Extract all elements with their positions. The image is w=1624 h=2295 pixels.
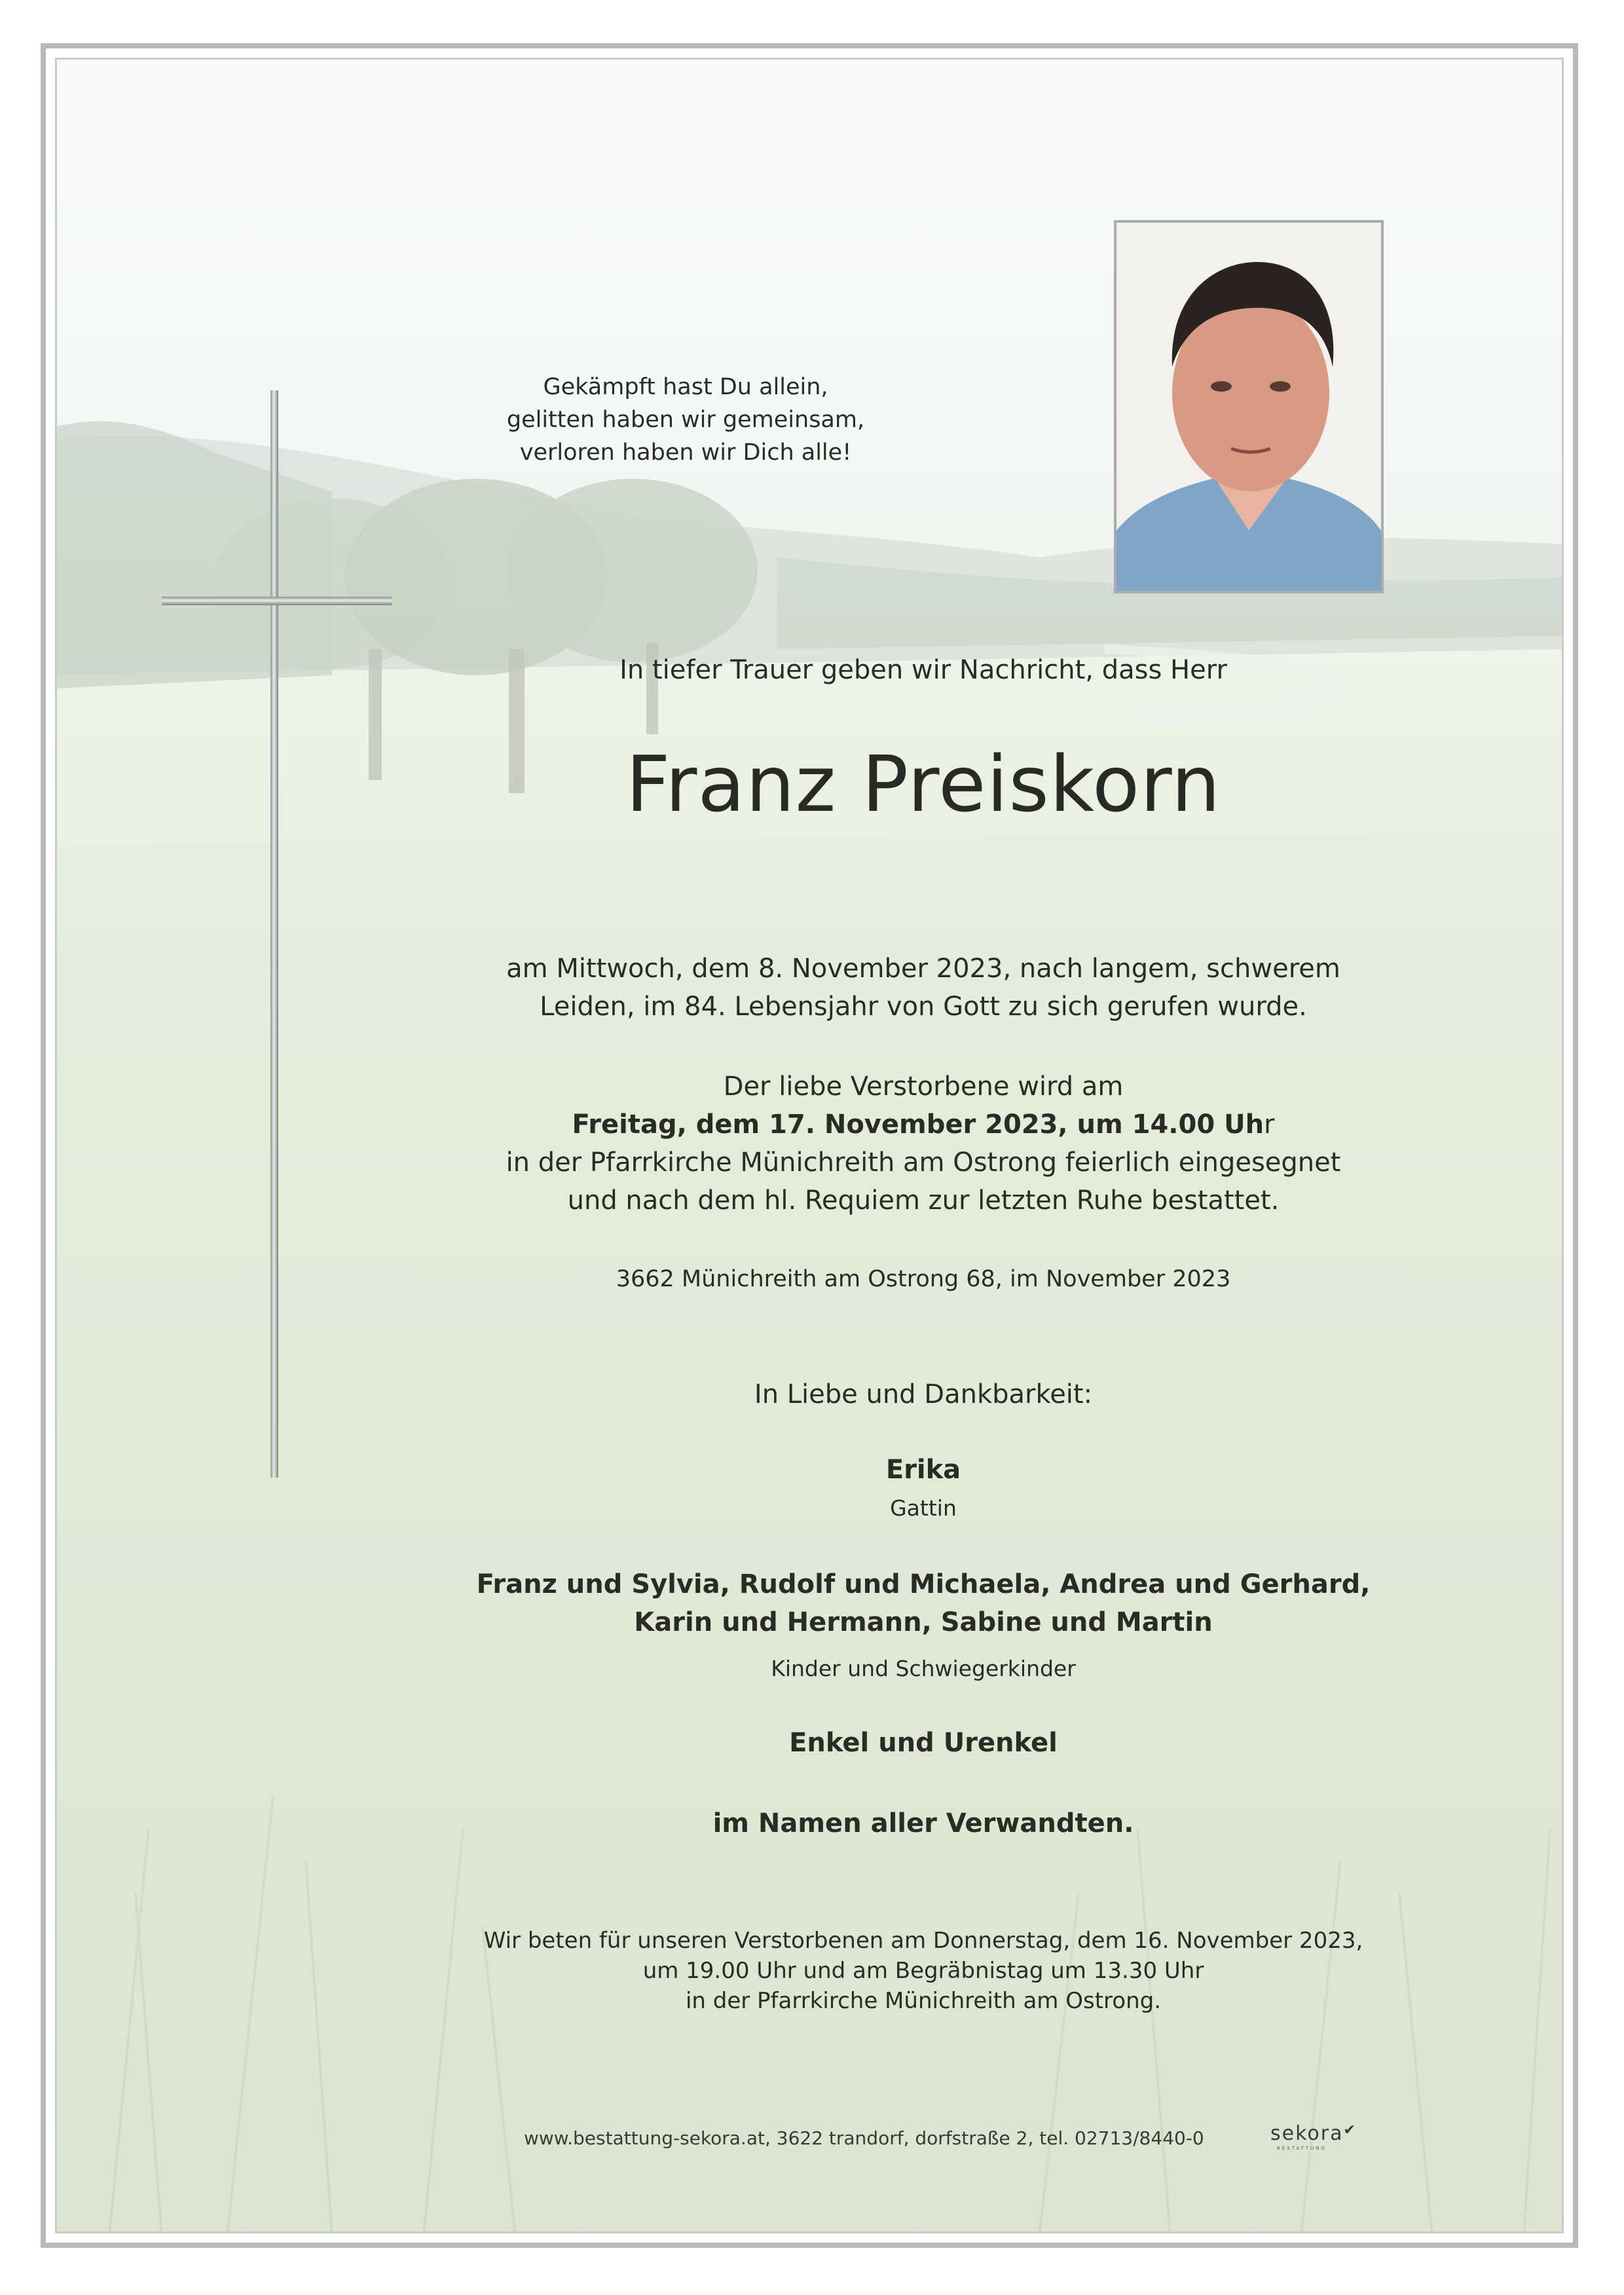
children-role: Kinder und Schwiegerkinder [771,1656,1076,1681]
quote-line: verloren haben wir Dich alle! [519,439,852,466]
funeral-date-tail: r [1264,1110,1275,1140]
logo-subtitle: BESTATTUNG [1277,2146,1327,2151]
sekora-logo [1270,2122,1357,2145]
portrait-photo [1114,220,1384,593]
memorial-cross-beam [162,597,392,605]
children-line: Franz und Sylvia, Rudolf und Michaela, Andrea und Gerhard, [476,1569,1371,1599]
announcement: In tiefer Trauer geben wir Nachricht, dass Herr [619,655,1227,685]
bird-icon: ✔ [1343,2122,1357,2138]
deceased-name: Franz Preiskorn [625,739,1221,829]
children-names [203,1565,1624,1641]
memorial-quote [358,371,1013,469]
funeral-line: in der Pfarrkirche Münichreith am Ostrong feierlich eingesegnet [506,1148,1341,1178]
death-line: Leiden, im 84. Lebensjahr von Gott zu sich gerufen wurde. [540,992,1307,1022]
quote-line: Gekämpft hast Du allein, [543,374,828,400]
spouse-role: Gattin [890,1495,957,1521]
children-line: Karin und Hermann, Sabine und Martin [634,1607,1213,1637]
footer-contact: www.bestattung-sekora.at, 3622 trandorf, dorfstraße 2, tel. 02713/8440-0 [524,2127,1204,2149]
relatives: im Namen aller Verwandten. [712,1808,1134,1838]
prayer-line: Wir beten für unseren Verstorbenen am Donnerstag, dem 16. November 2023, [483,1928,1363,1954]
quote-line: gelitten haben wir gemeinsam, [506,407,865,433]
funeral-date-line [203,1106,1624,1144]
spouse-name: Erika [885,1455,961,1485]
death-line: am Mittwoch, dem 8. November 2023, nach langem, schwerem [506,954,1340,984]
grandchildren: Enkel und Urenkel [789,1728,1058,1758]
place-date: 3662 Münichreith am Ostrong 68, im November 2023 [616,1266,1231,1292]
mourners-intro: In Liebe und Dankbarkeit: [754,1379,1093,1409]
prayer-notice [203,1926,1624,2016]
funeral-notice [203,1068,1624,1220]
funeral-date: Freitag, dem 17. November 2023, um 14.00 Uh [572,1110,1264,1140]
funeral-line: und nach dem hl. Requiem zur letzten Ruhe bestattet. [567,1185,1280,1216]
prayer-line: in der Pfarrkirche Münichreith am Ostrong. [685,1988,1162,2014]
prayer-line: um 19.00 Uhr und am Begräbnistag um 13.30 Uhr [642,1958,1204,1984]
memorial-cross [270,390,278,1478]
funeral-line: Der liebe Verstorbene wird am [723,1072,1124,1102]
death-notice [203,950,1624,1026]
logo-text: sekora [1270,2122,1344,2145]
